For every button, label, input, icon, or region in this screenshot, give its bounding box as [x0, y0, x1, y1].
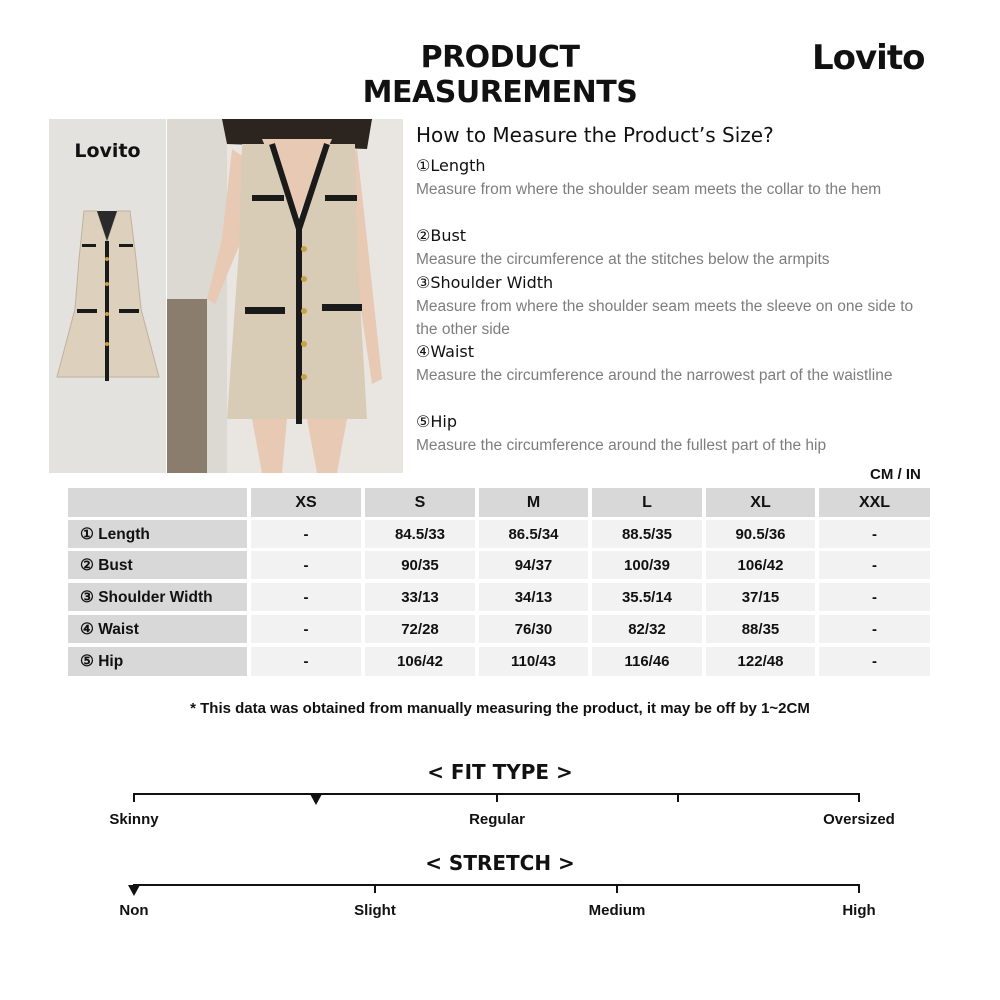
row-label-length: ① Length — [68, 520, 247, 548]
stretch-label-non: Non — [119, 902, 149, 919]
stretch-marker-icon — [128, 885, 140, 896]
row-label-shoulder: ③ Shoulder Width — [68, 583, 247, 611]
fit-label-regular: Regular — [469, 811, 525, 828]
fit-marker-icon — [310, 794, 322, 805]
row-label-waist: ④ Waist — [68, 615, 247, 643]
table-cell: 100/39 — [592, 551, 702, 579]
stretch-tick — [374, 884, 376, 893]
howto-heading: How to Measure the Product’s Size? — [416, 123, 774, 147]
measure-name-hip: ⑤Hip — [416, 412, 457, 431]
stretch-label-slight: Slight — [354, 902, 396, 919]
table-cell: - — [819, 647, 930, 676]
table-cell: 76/30 — [479, 615, 588, 643]
table-cell: 94/37 — [479, 551, 588, 579]
model-photo — [167, 119, 403, 473]
dress-flat-illustration — [49, 119, 166, 473]
row-label-hip: ⑤ Hip — [68, 647, 247, 676]
table-cell: 88.5/35 — [592, 520, 702, 548]
table-cell: 72/28 — [365, 615, 475, 643]
table-cell: 37/15 — [706, 583, 815, 611]
flat-photo-brand: Lovito — [74, 140, 141, 162]
table-cell: 88/35 — [706, 615, 815, 643]
fit-tick — [133, 793, 135, 802]
measure-desc-shoulder: Measure from where the shoulder seam meets the sleeve on one side to the other side — [416, 298, 914, 338]
table-cell: 110/43 — [479, 647, 588, 676]
brand-logo: Lovito — [812, 38, 925, 78]
table-cell: 86.5/34 — [479, 520, 588, 548]
fit-tick — [496, 793, 498, 802]
table-cell: 84.5/33 — [365, 520, 475, 548]
size-header-m: M — [479, 488, 588, 517]
measure-desc-bust: Measure the circumference at the stitches below the armpits — [416, 251, 830, 268]
measure-desc-waist: Measure the circumference around the narrowest part of the waistline — [416, 367, 893, 384]
model-dress-illustration — [167, 119, 403, 473]
table-cell: 90.5/36 — [706, 520, 815, 548]
table-cell: - — [819, 583, 930, 611]
table-cell: 122/48 — [706, 647, 815, 676]
table-cell: - — [251, 647, 361, 676]
table-corner — [68, 488, 247, 517]
table-cell: 116/46 — [592, 647, 702, 676]
stretch-label-medium: Medium — [588, 902, 646, 919]
measure-desc-hip: Measure the circumference around the fullest part of the hip — [416, 437, 827, 454]
table-cell: 90/35 — [365, 551, 475, 579]
table-cell: - — [251, 583, 361, 611]
table-cell: 34/13 — [479, 583, 588, 611]
size-header-xxl: XXL — [819, 488, 930, 517]
stretch-title: < STRETCH > — [425, 851, 575, 875]
size-header-xs: XS — [251, 488, 361, 517]
flat-lay-photo — [49, 119, 166, 473]
table-cell: - — [251, 615, 361, 643]
fit-type-title: < FIT TYPE > — [427, 760, 573, 784]
table-cell: 82/32 — [592, 615, 702, 643]
table-cell: 33/13 — [365, 583, 475, 611]
table-cell: 106/42 — [365, 647, 475, 676]
stretch-tick — [858, 884, 860, 893]
table-cell: - — [251, 520, 361, 548]
stretch-scale-line — [133, 884, 860, 886]
table-cell: - — [819, 551, 930, 579]
table-cell: - — [251, 551, 361, 579]
table-cell: 35.5/14 — [592, 583, 702, 611]
measure-desc-length: Measure from where the shoulder seam meets the collar to the hem — [416, 181, 882, 198]
table-cell: 106/42 — [706, 551, 815, 579]
table-cell: - — [819, 615, 930, 643]
table-cell: - — [819, 520, 930, 548]
stretch-label-high: High — [842, 902, 876, 919]
measure-name-bust: ②Bust — [416, 226, 467, 245]
measure-name-shoulder: ③Shoulder Width — [416, 273, 554, 292]
fit-tick — [677, 793, 679, 802]
measure-name-length: ①Length — [416, 156, 486, 175]
stretch-tick — [616, 884, 618, 893]
size-header-s: S — [365, 488, 475, 517]
measure-name-waist: ④Waist — [416, 342, 474, 361]
fit-tick — [858, 793, 860, 802]
size-header-xl: XL — [706, 488, 815, 517]
footnote: * This data was obtained from manually measuring the product, it may be off by 1~2CM — [190, 700, 810, 717]
unit-label: CM / IN — [870, 466, 921, 483]
fit-label-skinny: Skinny — [109, 811, 159, 828]
page-title: PRODUCT MEASUREMENTS — [362, 40, 638, 110]
size-table — [68, 488, 930, 676]
row-label-bust: ② Bust — [68, 551, 247, 579]
size-header-l: L — [592, 488, 702, 517]
fit-label-oversized: Oversized — [823, 811, 895, 828]
